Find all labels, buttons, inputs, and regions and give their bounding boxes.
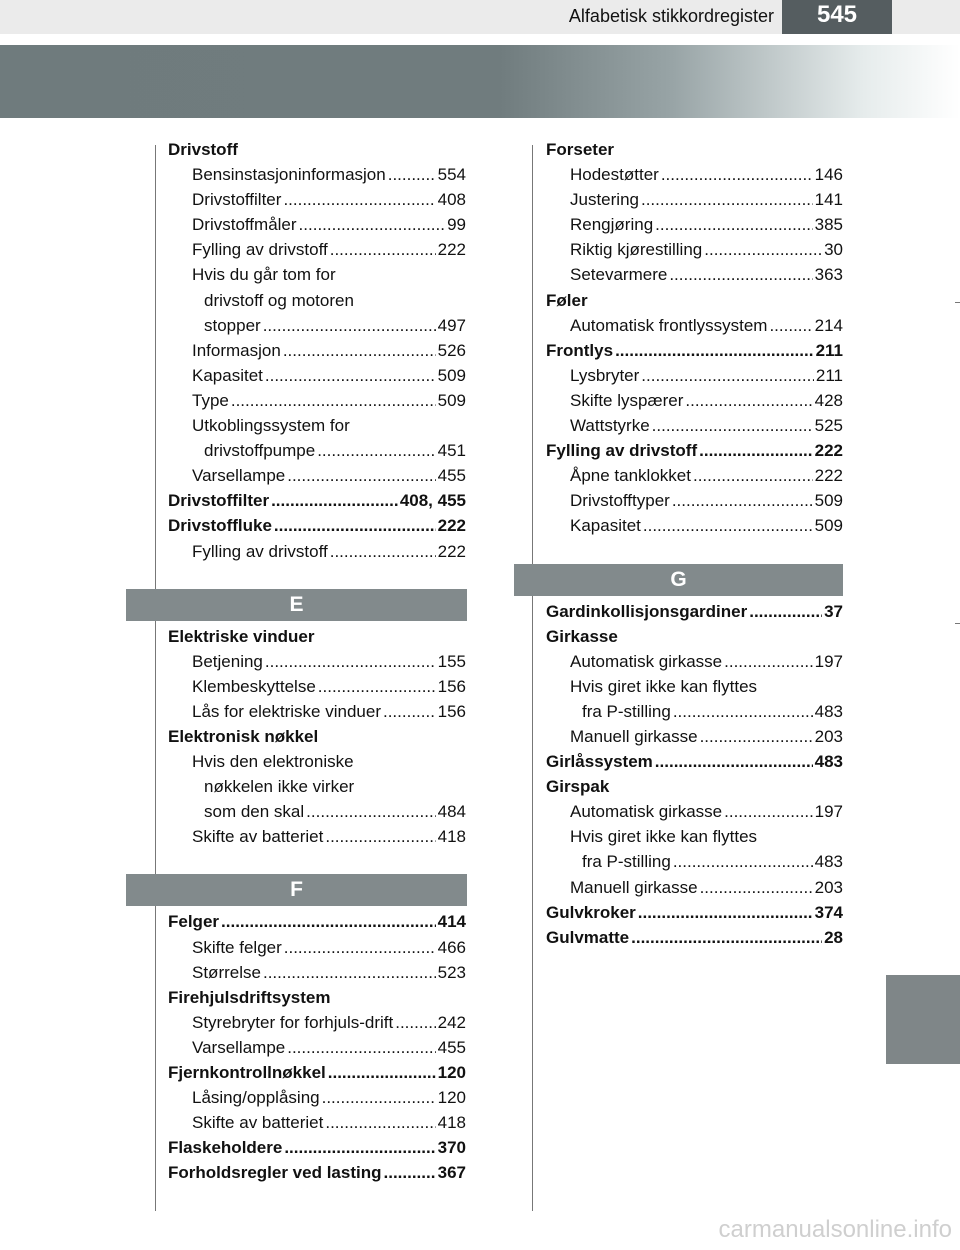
page-ref: 197 bbox=[814, 802, 843, 822]
dot-leader bbox=[325, 1110, 435, 1135]
entry-text: Hvis du går tom for bbox=[192, 265, 336, 285]
page-ref: 509 bbox=[814, 491, 843, 511]
page-ref: 554 bbox=[437, 165, 466, 185]
dot-leader bbox=[263, 960, 436, 985]
index-entry bbox=[546, 338, 843, 363]
column-divider-right bbox=[532, 145, 533, 1211]
dot-leader bbox=[724, 649, 813, 674]
entry-text: Justering bbox=[570, 190, 639, 210]
dot-leader bbox=[299, 212, 446, 237]
page-ref: 466 bbox=[437, 937, 466, 957]
index-entry bbox=[168, 137, 466, 162]
page-ref: 156 bbox=[437, 676, 466, 696]
index-subentry bbox=[168, 162, 466, 187]
page-ref: 30 bbox=[824, 240, 843, 260]
entry-text: fra P-stilling bbox=[582, 701, 671, 721]
page-ref: 155 bbox=[437, 651, 466, 671]
index-entry bbox=[168, 624, 466, 649]
page-ref: 523 bbox=[437, 962, 466, 982]
section-gap bbox=[168, 564, 466, 589]
index-entry bbox=[546, 925, 843, 950]
page-ref: 146 bbox=[814, 165, 843, 185]
dot-leader bbox=[669, 262, 812, 287]
entry-text: Wattstyrke bbox=[570, 416, 650, 436]
page-ref: 363 bbox=[814, 265, 843, 285]
entry-text: stopper bbox=[204, 315, 261, 335]
index-entry bbox=[546, 438, 843, 463]
dot-leader bbox=[283, 187, 435, 212]
index-subentry bbox=[546, 824, 843, 849]
entry-text: Hvis giret ikke kan flyttes bbox=[570, 827, 758, 847]
dot-leader bbox=[328, 1060, 436, 1085]
index-subentry bbox=[168, 1085, 466, 1110]
index-subentry bbox=[546, 488, 843, 513]
page-ref: 222 bbox=[437, 516, 466, 536]
page-ref: 483 bbox=[814, 752, 843, 772]
dot-leader bbox=[661, 162, 813, 187]
entry-text: Gardinkollisjonsgardiner bbox=[546, 601, 748, 621]
page-ref: 242 bbox=[437, 1012, 466, 1032]
index-subentry bbox=[546, 413, 843, 438]
index-subentry bbox=[168, 463, 466, 488]
index-entry bbox=[546, 624, 843, 649]
entry-text: Drivstoffilter bbox=[168, 491, 270, 511]
index-subentry bbox=[168, 237, 466, 262]
page-ref: 428 bbox=[814, 390, 843, 410]
dot-leader bbox=[322, 1085, 436, 1110]
page-ref: 37 bbox=[824, 601, 843, 621]
index-entry bbox=[168, 985, 466, 1010]
dot-leader bbox=[655, 212, 812, 237]
index-subentry bbox=[546, 187, 843, 212]
entry-text: Girkasse bbox=[546, 626, 618, 646]
dot-leader bbox=[672, 488, 813, 513]
index-subentry bbox=[168, 824, 466, 849]
index-entry bbox=[168, 513, 466, 538]
dot-leader bbox=[652, 413, 813, 438]
index-entry bbox=[546, 774, 843, 799]
index-subentry bbox=[168, 649, 466, 674]
section-gap bbox=[546, 539, 843, 564]
dot-leader bbox=[284, 1135, 435, 1160]
page-ref: 451 bbox=[437, 441, 466, 461]
entry-text: Manuell girkasse bbox=[570, 726, 698, 746]
entry-text: Firehjulsdriftsystem bbox=[168, 987, 331, 1007]
index-subentry bbox=[168, 539, 466, 564]
dot-leader bbox=[287, 1035, 435, 1060]
dot-leader bbox=[700, 724, 813, 749]
dot-leader bbox=[749, 599, 822, 624]
index-subentry bbox=[546, 513, 843, 538]
index-subentry bbox=[168, 187, 466, 212]
page-ref: 211 bbox=[815, 365, 843, 385]
entry-text: Elektronisk nøkkel bbox=[168, 726, 319, 746]
entry-text: Manuell girkasse bbox=[570, 877, 698, 897]
page-ref: 374 bbox=[814, 902, 843, 922]
index-subentry bbox=[168, 699, 466, 724]
entry-text: Hvis giret ikke kan flyttes bbox=[570, 676, 758, 696]
index-subentry bbox=[168, 288, 466, 313]
index-subentry bbox=[168, 363, 466, 388]
dot-leader bbox=[231, 388, 436, 413]
page-ref: 414 bbox=[437, 912, 466, 932]
entry-text: Flaskeholdere bbox=[168, 1138, 283, 1158]
entry-text: Gulvmatte bbox=[546, 927, 630, 947]
page-ref: 525 bbox=[814, 416, 843, 436]
dot-leader bbox=[769, 313, 812, 338]
entry-text: Betjening bbox=[192, 651, 263, 671]
entry-text: Frontlys bbox=[546, 340, 614, 360]
entry-text: Drivstoffilter bbox=[192, 190, 282, 210]
page-ref: 483 bbox=[814, 852, 843, 872]
dot-leader bbox=[724, 799, 813, 824]
entry-text: Klembeskyttelse bbox=[192, 676, 316, 696]
dot-leader bbox=[641, 363, 814, 388]
entry-text: Varsellampe bbox=[192, 466, 286, 486]
index-subentry bbox=[168, 935, 466, 960]
page-ref: 385 bbox=[814, 215, 843, 235]
page-ref: 455 bbox=[437, 1037, 466, 1057]
entry-text: Gulvkroker bbox=[546, 902, 636, 922]
index-subentry bbox=[168, 338, 466, 363]
index-entry bbox=[168, 1160, 466, 1185]
entry-text: drivstoff og motoren bbox=[204, 290, 354, 310]
watermark: carmanualsonline.info bbox=[718, 1216, 952, 1243]
entry-text: Girlåssystem bbox=[546, 752, 653, 772]
entry-text: Skifte felger bbox=[192, 937, 282, 957]
entry-text: Informasjon bbox=[192, 340, 281, 360]
entry-text: fra P-stilling bbox=[582, 852, 671, 872]
page-ref: 509 bbox=[814, 516, 843, 536]
dot-leader bbox=[271, 488, 398, 513]
page-ref: 483 bbox=[814, 701, 843, 721]
index-entry bbox=[546, 749, 843, 774]
dot-leader bbox=[283, 338, 436, 363]
entry-text: Forseter bbox=[546, 140, 615, 159]
entry-text: Type bbox=[192, 390, 229, 410]
index-subentry bbox=[546, 212, 843, 237]
index-subentry bbox=[168, 960, 466, 985]
dot-leader bbox=[655, 749, 813, 774]
entry-text: Automatisk girkasse bbox=[570, 802, 723, 822]
dot-leader bbox=[693, 463, 813, 488]
page-ref: 203 bbox=[814, 877, 843, 897]
dot-leader bbox=[673, 849, 813, 874]
index-subentry bbox=[546, 162, 843, 187]
page-ref: 408 bbox=[437, 190, 466, 210]
page-ref: 28 bbox=[824, 927, 843, 947]
dot-leader bbox=[704, 237, 822, 262]
entry-text: Bensinstasjoninformasjon bbox=[192, 165, 386, 185]
dot-leader bbox=[631, 925, 822, 950]
entry-text: Riktig kjørestilling bbox=[570, 240, 703, 260]
index-entry bbox=[168, 488, 466, 513]
dot-leader bbox=[330, 539, 436, 564]
page-ref: 509 bbox=[437, 390, 466, 410]
dot-leader bbox=[395, 1010, 435, 1035]
dot-leader bbox=[263, 313, 436, 338]
index-subentry bbox=[546, 674, 843, 699]
index-subentry bbox=[546, 724, 843, 749]
page-ref: 526 bbox=[437, 340, 466, 360]
index-subentry bbox=[168, 1035, 466, 1060]
entry-text: Kapasitet bbox=[192, 365, 263, 385]
entry-text: Drivstofftyper bbox=[570, 491, 670, 511]
entry-text: Drivstoff bbox=[168, 140, 238, 159]
page-ref: 455 bbox=[437, 466, 466, 486]
margin-tick bbox=[955, 623, 960, 624]
page-ref: 203 bbox=[814, 726, 843, 746]
entry-text: Skifte av batteriet bbox=[192, 1113, 324, 1133]
page-ref: 222 bbox=[437, 240, 466, 260]
page-ref: 120 bbox=[437, 1063, 466, 1082]
page-ref: 509 bbox=[437, 365, 466, 385]
index-subentry bbox=[168, 799, 466, 824]
dot-leader bbox=[643, 513, 813, 538]
entry-text: Drivstoffmåler bbox=[192, 215, 297, 235]
section-header: G bbox=[514, 564, 843, 596]
chapter-tab bbox=[886, 975, 960, 1064]
index-subentry bbox=[168, 749, 466, 774]
entry-text: som den skal bbox=[204, 802, 305, 822]
entry-text: Hodestøtter bbox=[570, 165, 659, 185]
index-entry bbox=[168, 1060, 466, 1085]
index-entry bbox=[168, 1135, 466, 1160]
page-ref: 370 bbox=[437, 1138, 466, 1158]
page-ref: 418 bbox=[437, 1113, 466, 1133]
dot-leader bbox=[673, 699, 813, 724]
page-ref: 211 bbox=[815, 340, 843, 360]
index-column-right bbox=[546, 137, 843, 950]
index-entry bbox=[168, 724, 466, 749]
dot-leader bbox=[221, 909, 436, 934]
index-subentry bbox=[546, 262, 843, 287]
page-ref: 222 bbox=[814, 466, 843, 486]
index-subentry bbox=[546, 388, 843, 413]
index-subentry bbox=[168, 438, 466, 463]
header-title: Alfabetisk stikkordregister bbox=[568, 6, 774, 26]
section-gap bbox=[168, 849, 466, 874]
index-subentry bbox=[168, 413, 466, 438]
page-ref: 222 bbox=[437, 541, 466, 561]
index-subentry bbox=[546, 363, 843, 388]
index-subentry bbox=[168, 313, 466, 338]
index-subentry bbox=[168, 1010, 466, 1035]
entry-text: Føler bbox=[546, 290, 588, 310]
entry-text: Skifte lyspærer bbox=[570, 390, 684, 410]
index-subentry bbox=[546, 849, 843, 874]
page-ref: 367 bbox=[437, 1163, 466, 1183]
page-number: 545 bbox=[782, 0, 892, 34]
index-subentry bbox=[168, 262, 466, 287]
section-header: E bbox=[126, 589, 467, 621]
entry-text: Drivstoffluke bbox=[168, 516, 272, 536]
entry-text: nøkkelen ikke virker bbox=[204, 777, 355, 797]
entry-text: Fylling av drivstoff bbox=[546, 441, 698, 461]
entry-text: Setevarmere bbox=[570, 265, 668, 285]
entry-text: Hvis den elektroniske bbox=[192, 752, 354, 772]
entry-text: Felger bbox=[168, 912, 220, 932]
index-subentry bbox=[168, 212, 466, 237]
entry-text: drivstoffpumpe bbox=[204, 441, 316, 461]
entry-text: Låsing/opplåsing bbox=[192, 1088, 320, 1108]
index-subentry bbox=[168, 774, 466, 799]
index-subentry bbox=[168, 388, 466, 413]
index-column-left bbox=[168, 137, 466, 1185]
page-ref: 497 bbox=[437, 315, 466, 335]
entry-text: Elektriske vinduer bbox=[168, 626, 315, 646]
dot-leader bbox=[641, 187, 813, 212]
entry-text: Styrebryter for forhjuls-drift bbox=[192, 1012, 394, 1032]
dot-leader bbox=[306, 799, 435, 824]
dot-leader bbox=[700, 875, 813, 900]
page-ref: 214 bbox=[814, 315, 843, 335]
dot-leader bbox=[615, 338, 814, 363]
dot-leader bbox=[284, 935, 436, 960]
entry-text: Kapasitet bbox=[570, 516, 641, 536]
page-ref: 99 bbox=[447, 215, 466, 235]
index-subentry bbox=[168, 674, 466, 699]
dot-leader bbox=[265, 649, 436, 674]
page-ref: 408, 455 bbox=[399, 491, 466, 511]
dot-leader bbox=[384, 1160, 436, 1185]
page-ref: 418 bbox=[437, 827, 466, 847]
margin-tick bbox=[955, 302, 960, 303]
dot-leader bbox=[699, 438, 812, 463]
entry-text: Størrelse bbox=[192, 962, 261, 982]
dot-leader bbox=[638, 900, 813, 925]
entry-text: Fylling av drivstoff bbox=[192, 541, 328, 561]
section-header: F bbox=[126, 874, 467, 906]
page-ref: 156 bbox=[437, 701, 466, 721]
entry-text: Fylling av drivstoff bbox=[192, 240, 328, 260]
entry-text: Skifte av batteriet bbox=[192, 827, 324, 847]
index-subentry bbox=[168, 1110, 466, 1135]
dot-leader bbox=[265, 363, 436, 388]
dot-leader bbox=[330, 237, 436, 262]
index-entry bbox=[168, 909, 466, 934]
index-entry bbox=[546, 288, 843, 313]
index-subentry bbox=[546, 463, 843, 488]
page-ref: 484 bbox=[437, 802, 466, 822]
entry-text: Varsellampe bbox=[192, 1037, 286, 1057]
index-subentry bbox=[546, 875, 843, 900]
page-ref: 120 bbox=[437, 1088, 466, 1108]
page-ref: 141 bbox=[814, 190, 843, 210]
page-ref: 222 bbox=[814, 441, 843, 461]
index-entry bbox=[546, 137, 843, 162]
entry-text: Girspak bbox=[546, 777, 610, 797]
entry-text: Lås for elektriske vinduer bbox=[192, 701, 381, 721]
entry-text: Forholdsregler ved lasting bbox=[168, 1163, 382, 1183]
entry-text: Åpne tanklokket bbox=[570, 466, 691, 486]
dot-leader bbox=[685, 388, 812, 413]
index-subentry bbox=[546, 699, 843, 724]
header-banner bbox=[0, 45, 960, 118]
index-subentry bbox=[546, 799, 843, 824]
entry-text: Lysbryter bbox=[570, 365, 640, 385]
dot-leader bbox=[388, 162, 436, 187]
index-subentry bbox=[546, 237, 843, 262]
entry-text: Automatisk girkasse bbox=[570, 651, 723, 671]
entry-text: Fjernkontrollnøkkel bbox=[168, 1063, 326, 1082]
entry-text: Automatisk frontlyssystem bbox=[570, 315, 768, 335]
entry-text: Rengjøring bbox=[570, 215, 654, 235]
entry-text: Utkoblingssystem for bbox=[192, 416, 350, 436]
index-entry bbox=[546, 599, 843, 624]
index-subentry bbox=[546, 649, 843, 674]
index-subentry bbox=[546, 313, 843, 338]
dot-leader bbox=[383, 699, 436, 724]
column-divider-left bbox=[155, 145, 156, 1211]
dot-leader bbox=[318, 674, 436, 699]
dot-leader bbox=[317, 438, 435, 463]
dot-leader bbox=[274, 513, 436, 538]
index-entry bbox=[546, 900, 843, 925]
dot-leader bbox=[287, 463, 435, 488]
page-ref: 197 bbox=[814, 651, 843, 671]
dot-leader bbox=[325, 824, 435, 849]
